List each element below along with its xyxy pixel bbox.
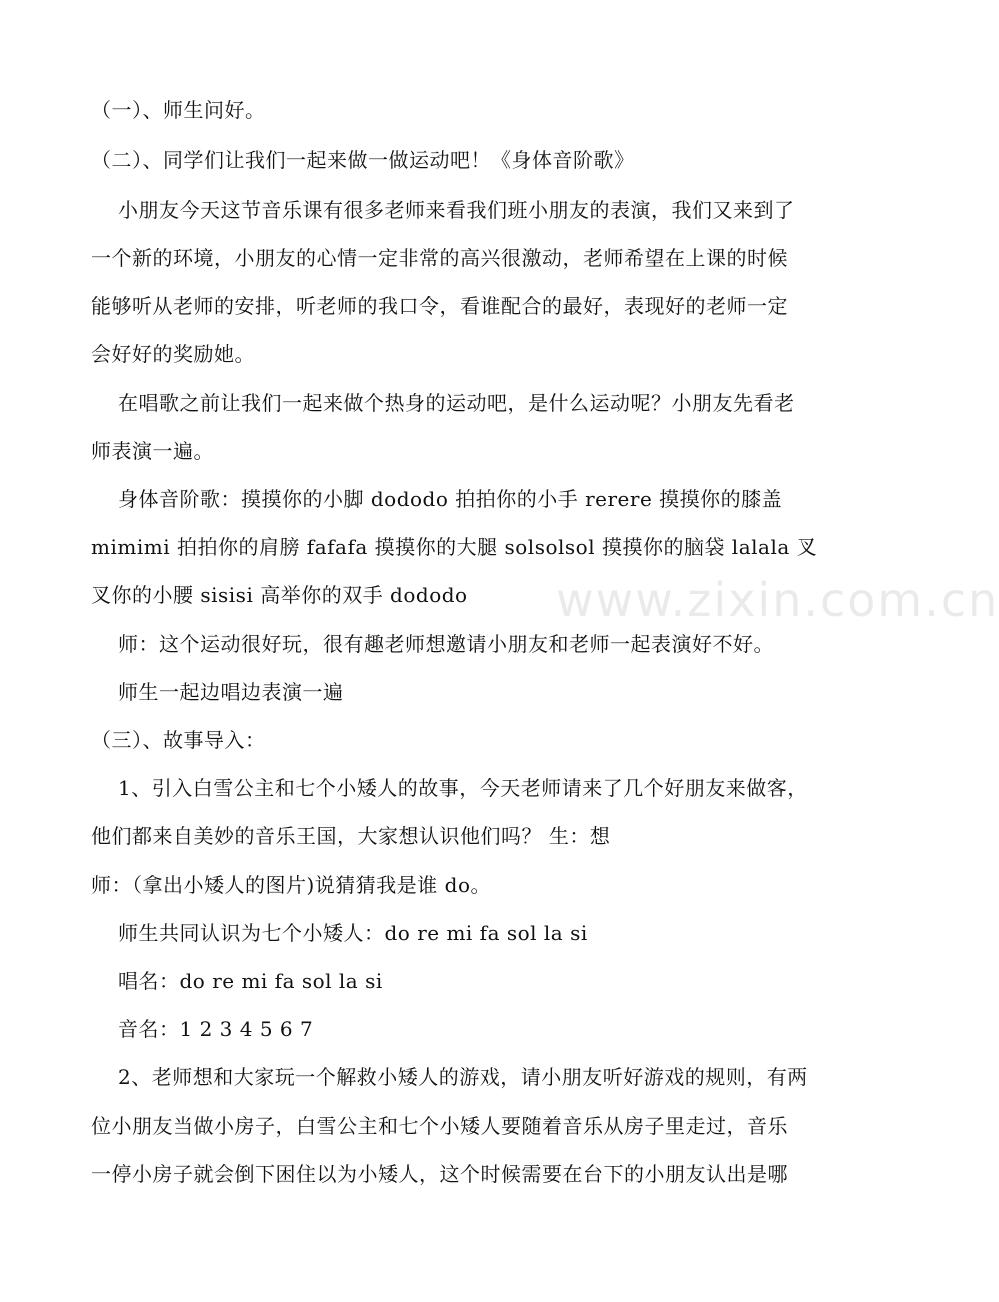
game-line-3: 一停小房子就会倒下困住以为小矮人，这个时候需要在台下的小朋友认出是哪	[91, 1162, 788, 1186]
story-line-1: 1、引入白雪公主和七个小矮人的故事，今天老师请来了几个好朋友来做客，	[118, 776, 808, 800]
game-line-2: 位小朋友当做小房子，白雪公主和七个小矮人要随着音乐从房子里走过，音乐	[91, 1114, 788, 1138]
story-line-2: 他们都来自美妙的音乐王国，大家想认识他们吗？ 生：想	[91, 824, 611, 848]
paragraph-intro-line-2: 一个新的环境，小朋友的心情一定非常的高兴很激动，老师希望在上课的时候	[91, 246, 788, 270]
paragraph-intro-line-3: 能够听从老师的安排，听老师的我口令，看谁配合的最好，表现好的老师一定	[91, 294, 788, 318]
song-lyrics-line-1: 身体音阶歌：摸摸你的小脚 dododo 拍拍你的小手 rerere 摸摸你的膝盖	[118, 487, 783, 511]
heading-story: （三）、故事导入：	[91, 728, 266, 752]
watermark: www.zixin.com.cn	[556, 573, 999, 627]
dwarfs-names: 师生共同认识为七个小矮人：do re mi fa sol la si	[118, 921, 588, 945]
paragraph-intro-line-4: 会好好的奖励她。	[91, 342, 255, 366]
paragraph-intro-line-1: 小朋友今天这节音乐课有很多老师来看我们班小朋友的表演，我们又来到了	[118, 198, 795, 222]
heading-greeting: （一）、师生问好。	[91, 98, 266, 122]
paragraph-warmup-line-2: 师表演一遍。	[91, 439, 214, 463]
paragraph-warmup-line-1: 在唱歌之前让我们一起来做个热身的运动吧，是什么运动呢？小朋友先看老	[118, 391, 795, 415]
story-line-3: 师：（拿出小矮人的图片)说猜猜我是谁 do。	[91, 873, 492, 897]
perform-together: 师生一起边唱边表演一遍	[118, 680, 344, 704]
note-numbers: 音名：1 2 3 4 5 6 7	[118, 1017, 314, 1041]
game-line-1: 2、老师想和大家玩一个解救小矮人的游戏，请小朋友听好游戏的规则，有两	[118, 1065, 808, 1089]
heading-warmup: （二）、同学们让我们一起来做一做运动吧！《身体音阶歌》	[91, 148, 635, 172]
song-lyrics-line-3: 叉你的小腰 sisisi 高举你的双手 dododo	[91, 583, 468, 607]
song-lyrics-line-2: mimimi 拍拍你的肩膀 fafafa 摸摸你的大腿 solsolsol 摸摸你的脑袋 lalala 叉	[91, 535, 818, 559]
solfege-names: 唱名：do re mi fa sol la si	[118, 969, 383, 993]
teacher-remark: 师：这个运动很好玩，很有趣老师想邀请小朋友和老师一起表演好不好。	[118, 632, 774, 656]
